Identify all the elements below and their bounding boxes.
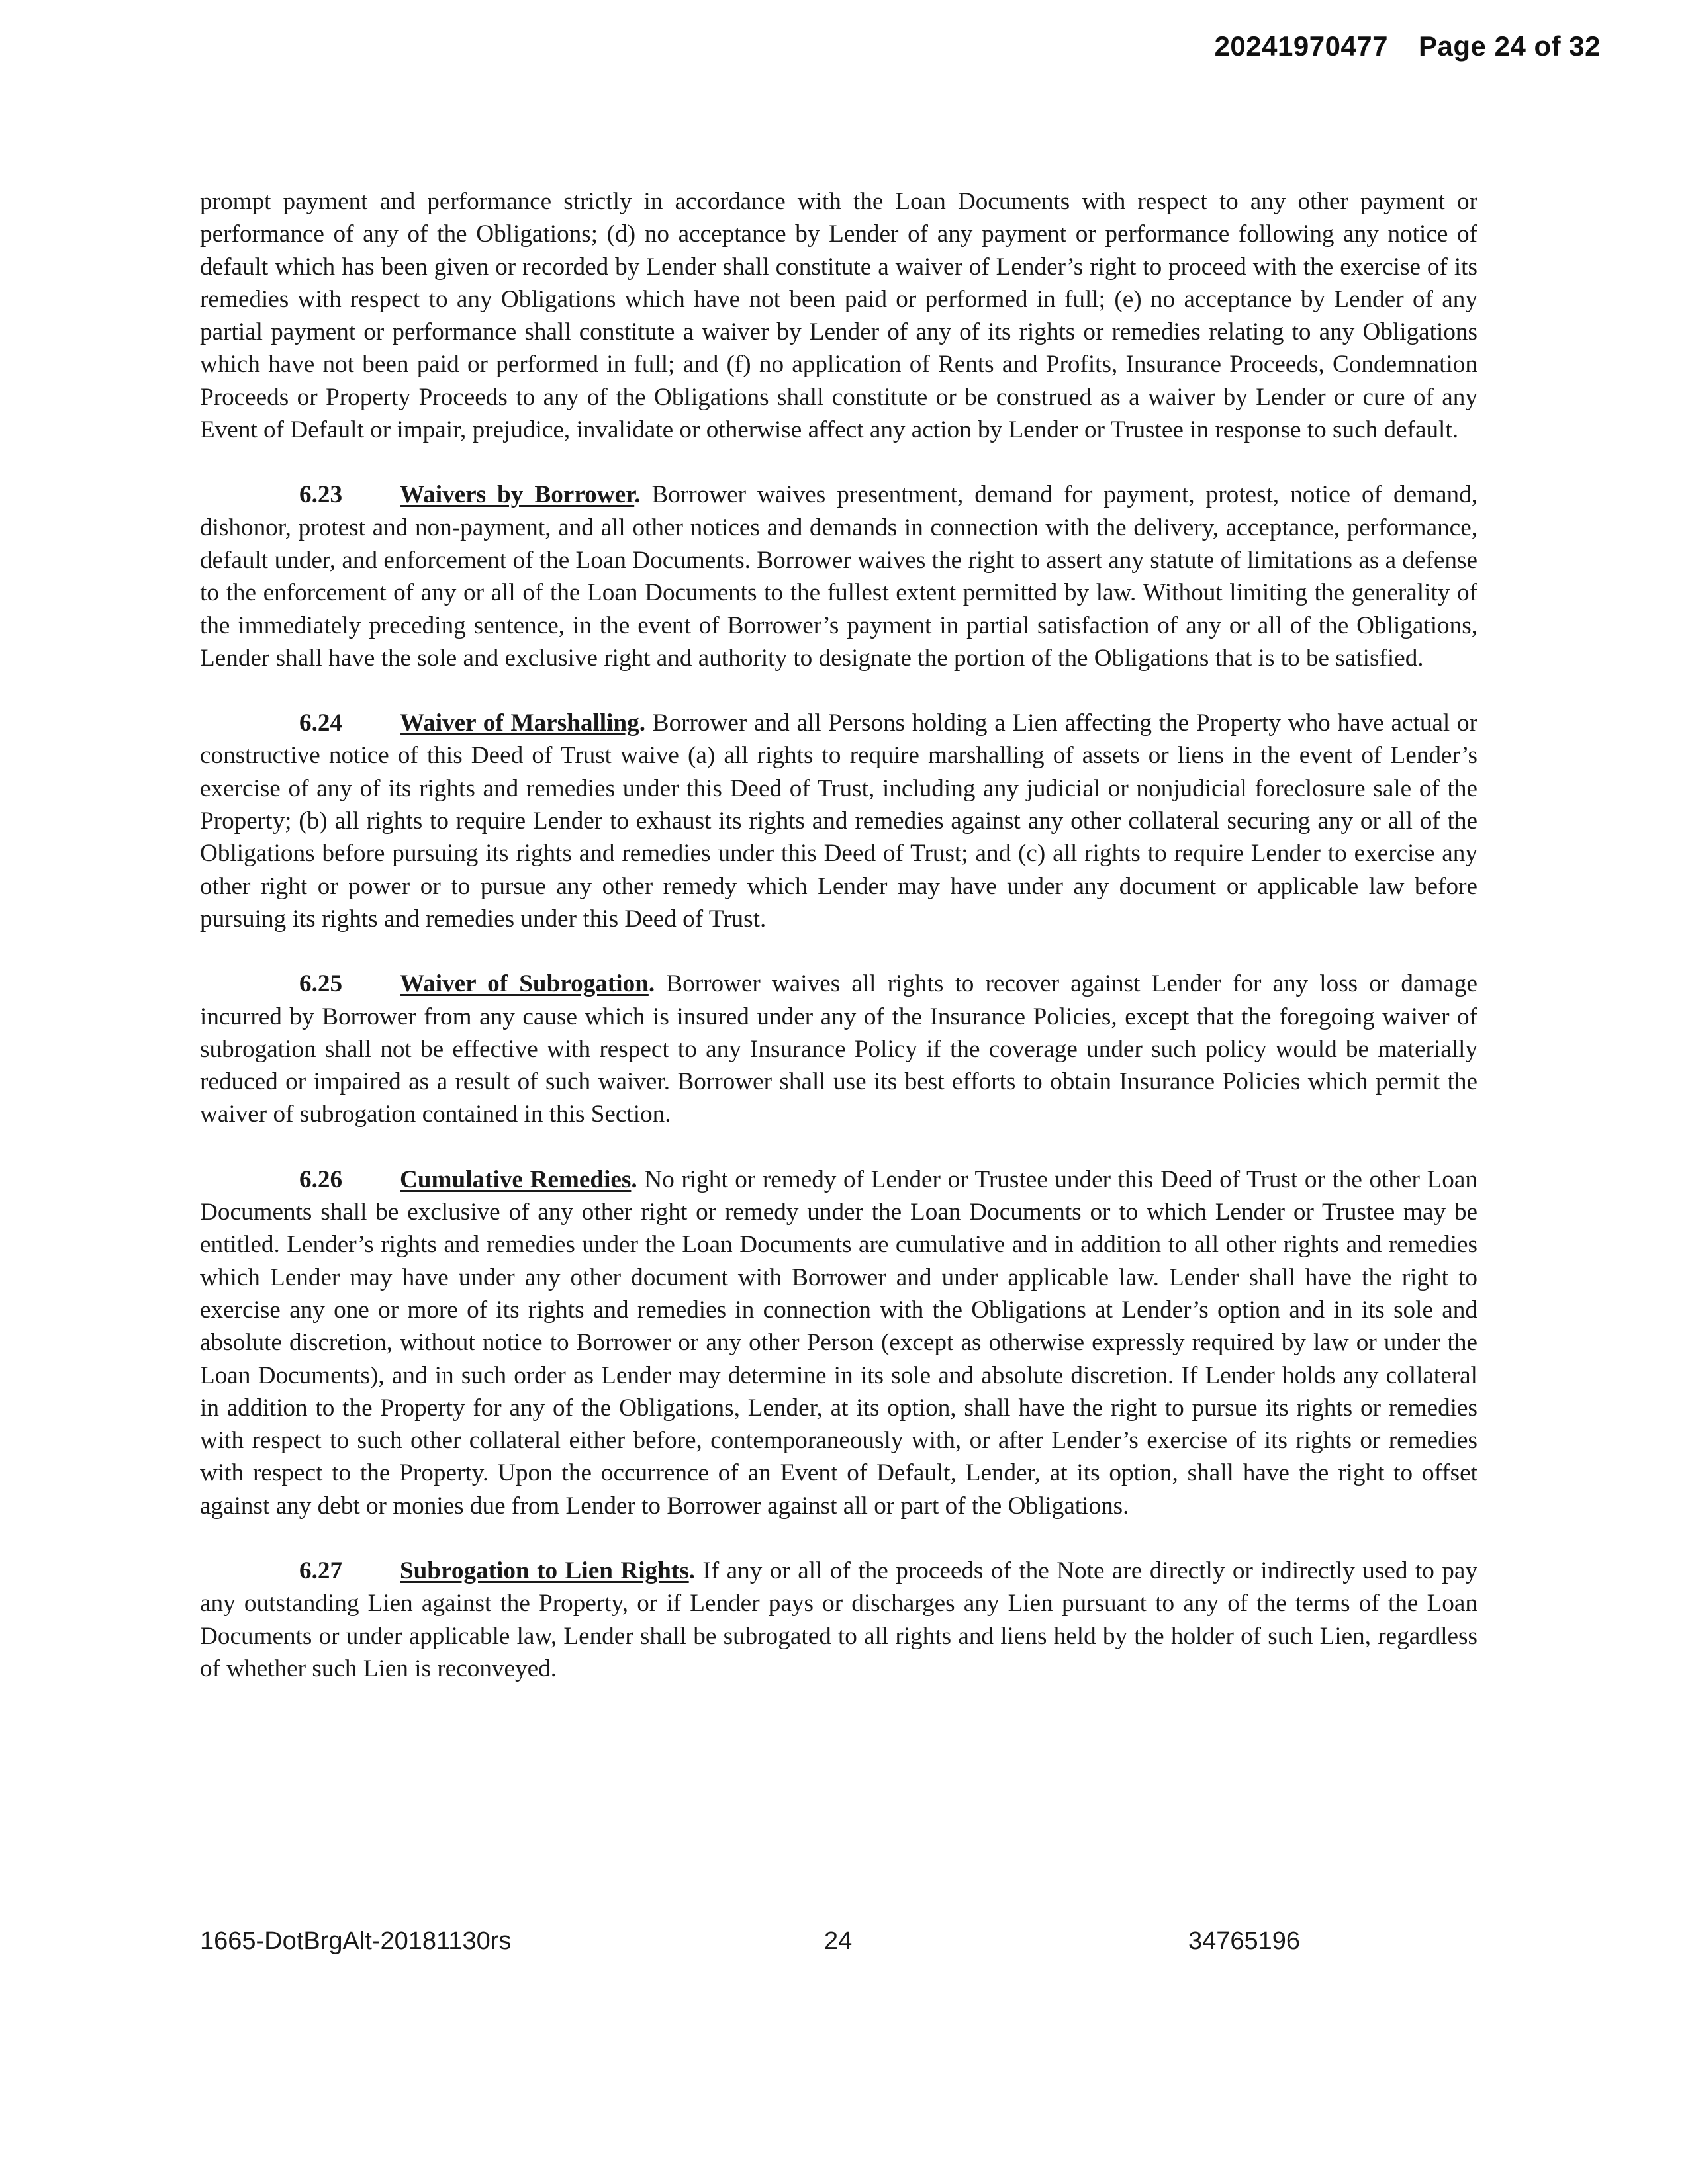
footer-document-id: 34765196 — [1188, 1927, 1301, 1955]
section-title: Waiver of Subrogation — [400, 970, 649, 998]
section-title: Subrogation to Lien Rights — [400, 1557, 689, 1584]
continuation-paragraph: prompt payment and performance strictly in accordance with the Loan Documents with respect to any other payment or performance of any of the Obligations; (d) no acceptance by Lender of any payment or performance following any notice of default which has been given or recorded by Lender shall constitute a waiver of Lender’s right to proceed with the exercise of its remedies with respect to any Obligations which have not been paid or performed in full; (e) no acceptance by Lender of any partial payment or performance shall constitute a waiver by Lender of any of its rights or remedies relating to any Obligations which have not been paid or performed in full; and (f) no application of Rents and Profits, Insurance Proceeds, Condemnation Proceeds or Property Proceeds to any of the Obligations shall constitute or be construed as a waiver by Lender or cure of any Event of Default or impair, prejudice, invalidate or otherwise affect any action by Lender or Trustee in response to such default. — [200, 188, 1477, 444]
recording-stamp — [1215, 30, 1601, 62]
section-number: 6.27 — [299, 1557, 343, 1584]
recording-number: 20241970477 — [1214, 30, 1389, 62]
section-number: 6.24 — [299, 709, 343, 737]
footer-page-number: 24 — [824, 1927, 853, 1955]
section-title: Cumulative Remedies — [400, 1165, 632, 1193]
section-title: Waivers by Borrower — [400, 481, 635, 509]
section-6-25: 6.25 Waiver of Subrogation. Borrower waives all rights to recover against Lender for any loss or damage incurred by Borrower from any cause which is insured under any of the Insurance Policies, except that the foregoing waiver of subrogation shall not be effective with respect to any Insurance Policy if the coverage under such policy would be materially reduced or impaired as a result of such waiver. Borrower shall use its best efforts to obtain Insurance Policies which permit the waiver of subrogation contained in this Section. — [200, 968, 1477, 1130]
footer-form-code: 1665-DotBrgAlt-20181130rs — [200, 1927, 512, 1955]
section-body: Borrower waives all rights to recover against Lender for any loss or damage incurred by Borrower from any cause which is insured under any of the Insurance Policies, except that the foregoing waiver of subrogation shall not be effective with respect to any Insurance Policy if the coverage under such policy would be materially reduced or impaired as a result of such waiver. Borrower shall use its best efforts to obtain Insurance Policies which permit the waiver of subrogation contained in this Section. — [200, 970, 1477, 1128]
section-6-24: 6.24 Waiver of Marshalling. Borrower and all Persons holding a Lien affecting the Property who have actual or constructive notice of this Deed of Trust waive (a) all rights to require marshalling of assets or liens in the event of Lender’s exercise of any of its rights and remedies under this Deed of Trust, including any judicial or nonjudicial foreclosure sale of the Property; (b) all rights to require Lender to exhaust its rights and remedies against any other collateral securing any or all of the Obligations before pursuing its rights and remedies under this Deed of Trust; and (c) all rights to require Lender to exercise any other right or power or to pursue any other remedy which Lender may have under any document or applicable law before pursuing its rights and remedies under this Deed of Trust. — [200, 707, 1477, 935]
section-number: 6.26 — [299, 1165, 343, 1193]
section-number: 6.23 — [299, 481, 343, 509]
section-number: 6.25 — [299, 970, 343, 998]
section-body: If any or all of the proceeds of the Note are directly or indirectly used to pay any outstanding Lien against the Property, or if Lender pays or discharges any Lien pursuant to any of the terms of the Loan Documents or under applicable law, Lender shall be subrogated to all rights and liens held by the holder of such Lien, regardless of whether such Lien is reconveyed. — [200, 1557, 1477, 1682]
section-title: Waiver of Marshalling — [400, 709, 639, 737]
section-6-23: 6.23 Waivers by Borrower. Borrower waives presentment, demand for payment, protest, notice of demand, dishonor, protest and non-payment, and all other notices and demands in connection with the delivery, acceptance, performance, default under, and enforcement of the Loan Documents. Borrower waives the right to assert any statute of limitations as a defense to the enforcement of any or all of the Loan Documents to the fullest extent permitted by law. Without limiting the generality of the immediately preceding sentence, in the event of Borrower’s payment in partial satisfaction of any or all of the Obligations, Lender shall have the sole and exclusive right and authority to designate the portion of the Obligations that is to be satisfied. — [200, 478, 1477, 674]
section-6-27: 6.27 Subrogation to Lien Rights. If any or all of the proceeds of the Note are directly or indirectly used to pay any outstanding Lien against the Property, or if Lender pays or discharges any Lien pursuant to any of the terms of the Loan Documents or under applicable law, Lender shall be subrogated to all rights and liens held by the holder of such Lien, regardless of whether such Lien is reconveyed. — [200, 1555, 1477, 1685]
section-body: Borrower waives presentment, demand for payment, protest, notice of demand, dishonor, protest and non-payment, and all other notices and demands in connection with the delivery, acceptance, performance, default under, and enforcement of the Loan Documents. Borrower waives the right to assert any statute of limitations as a defense to the enforcement of any or all of the Loan Documents to the fullest extent permitted by law. Without limiting the generality of the immediately preceding sentence, in the event of Borrower’s payment in partial satisfaction of any or all of the Obligations, Lender shall have the sole and exclusive right and authority to designate the portion of the Obligations that is to be satisfied. — [200, 481, 1477, 672]
section-6-26: 6.26 Cumulative Remedies. No right or remedy of Lender or Trustee under this Deed of Trust or the other Loan Documents shall be exclusive of any other right or remedy under the Loan Documents or to which Lender or Trustee may be entitled. Lender’s rights and remedies under the Loan Documents are cumulative and in addition to all other rights and remedies which Lender may have under any other document with Borrower and under applicable law. Lender shall have the right to exercise any one or more of its rights and remedies in connection with the Obligations at Lender’s option and in its sole and absolute discretion, without notice to Borrower or any other Person (except as otherwise expressly required by law or under the Loan Documents), and in such order as Lender may determine in its sole and absolute discretion. If Lender holds any collateral in addition to the Property for any of the Obligations, Lender, at its option, shall have the right to pursue its rights or remedies with respect to such other collateral either before, contemporaneously with, or after Lender’s exercise of its rights or remedies with respect to the Property. Upon the occurrence of an Event of Default, Lender, at its option, shall have the right to offset against any debt or monies due from Lender to Borrower against all or part of the Obligations. — [200, 1163, 1477, 1522]
section-body: No right or remedy of Lender or Trustee under this Deed of Trust or the other Loan Documents shall be exclusive of any other right or remedy under the Loan Documents or to which Lender or Trustee may be entitled. Lender’s rights and remedies under the Loan Documents are cumulative and in addition to all other rights and remedies which Lender may have under any other document with Borrower and under applicable law. Lender shall have the right to exercise any one or more of its rights and remedies in connection with the Obligations at Lender’s option and in its sole and absolute discretion, without notice to Borrower or any other Person (except as otherwise expressly required by law or under the Loan Documents), and in such order as Lender may determine in its sole and absolute discretion. If Lender holds any collateral in addition to the Property for any of the Obligations, Lender, at its option, shall have the right to pursue its rights or remedies with respect to such other collateral either before, contemporaneously with, or after Lender’s exercise of its rights or remedies with respect to the Property. Upon the occurrence of an Event of Default, Lender, at its option, shall have the right to offset against any debt or monies due from Lender to Borrower against all or part of the Obligations. — [200, 1165, 1477, 1520]
recording-page-label: Page 24 of 32 — [1419, 30, 1601, 62]
document-body — [200, 185, 1477, 1717]
section-body: Borrower and all Persons holding a Lien affecting the Property who have actual or constructive notice of this Deed of Trust waive (a) all rights to require marshalling of assets or liens in the event of Lender’s exercise of any of its rights and remedies under this Deed of Trust, including any judicial or nonjudicial foreclosure sale of the Property; (b) all rights to require Lender to exhaust its rights and remedies against any other collateral securing any or all of the Obligations before pursuing its rights and remedies under this Deed of Trust; and (c) all rights to require Lender to exercise any other right or power or to pursue any other remedy which Lender may have under any document or applicable law before pursuing its rights and remedies under this Deed of Trust. — [200, 709, 1477, 933]
